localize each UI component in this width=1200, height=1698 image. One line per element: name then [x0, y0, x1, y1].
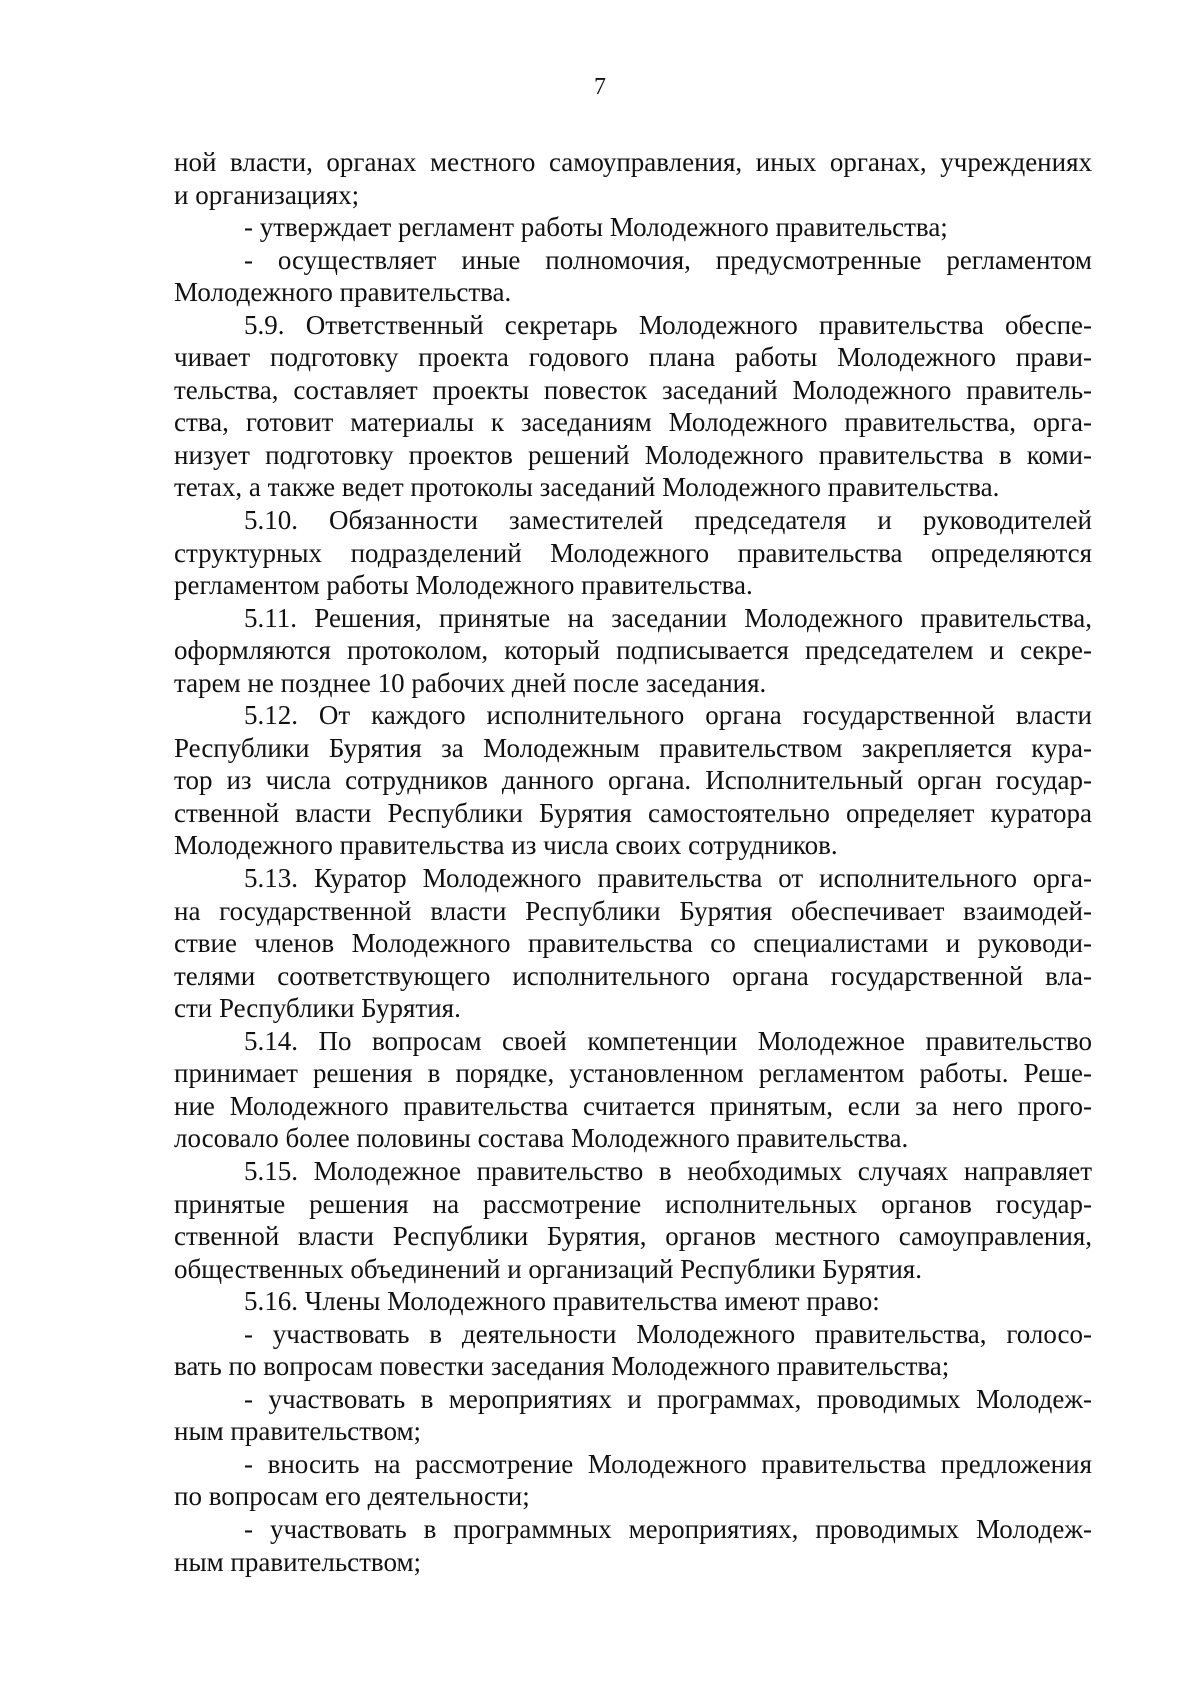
text-line: Молодежного правительства из числа своих сотрудников.	[174, 830, 838, 861]
page-number: 7	[594, 74, 606, 100]
text-line: на государственной власти Республики Бурятия обеспечивает взаимодей-	[174, 895, 1092, 926]
paragraph	[174, 211, 1092, 244]
paragraph	[174, 309, 1092, 504]
paragraph	[174, 602, 1092, 700]
text-line: низует подготовку проектов решений Молодежного правительства в коми-	[174, 439, 1092, 470]
text-line: 5.15. Молодежное правительство в необходимых случаях направляет	[244, 1155, 1092, 1186]
text-line: 5.9. Ответственный секретарь Молодежного правительства обеспе-	[244, 309, 1092, 340]
text-line: общественных объединений и организаций Республики Бурятия.	[174, 1253, 922, 1284]
document-body	[174, 146, 1092, 1578]
text-line: - осуществляет иные полномочия, предусмотренные регламентом	[244, 244, 1092, 275]
text-line: структурных подразделений Молодежного правительства определяются	[174, 537, 1092, 568]
text-line: ным правительством;	[174, 1546, 422, 1577]
paragraph	[174, 862, 1092, 1025]
text-line: ствие членов Молодежного правительства со специалистами и руководи-	[174, 928, 1092, 959]
text-line: Республики Бурятия за Молодежным правительством закрепляется кура-	[174, 732, 1092, 763]
text-line: ным правительством;	[174, 1416, 422, 1447]
text-line: вать по вопросам повестки заседания Молодежного правительства;	[174, 1351, 950, 1382]
text-line: ственной власти Республики Бурятия самостоятельно определяет куратора	[174, 797, 1092, 828]
text-line: чивает подготовку проекта годового плана работы Молодежного прави-	[174, 342, 1092, 373]
text-line: - участвовать в программных мероприятиях, проводимых Молодеж-	[244, 1513, 1092, 1544]
text-line: и организациях;	[174, 179, 360, 210]
text-line: Молодежного правительства.	[174, 277, 512, 308]
paragraph	[174, 1448, 1092, 1513]
text-line: тельства, составляет проекты повесток заседаний Молодежного правитель-	[174, 374, 1092, 405]
text-line: телями соответствующего исполнительного органа государственной вла-	[174, 960, 1092, 991]
text-line: оформляются протоколом, который подписывается председателем и секре-	[174, 635, 1092, 666]
text-line: 5.16. Члены Молодежного правительства имеют право:	[244, 1286, 880, 1317]
paragraph	[174, 504, 1092, 602]
text-line: ственной власти Республики Бурятия, органов местного самоуправления,	[174, 1221, 1092, 1252]
text-line: принятые решения на рассмотрение исполнительных органов государ-	[174, 1188, 1092, 1219]
paragraph	[174, 1318, 1092, 1383]
text-line: тарем не позднее 10 рабочих дней после заседания.	[174, 667, 767, 698]
text-line: 5.13. Куратор Молодежного правительства от исполнительного орга-	[244, 863, 1092, 894]
text-line: 5.11. Решения, принятые на заседании Молодежного правительства,	[244, 602, 1092, 633]
text-line: 5.10. Обязанности заместителей председателя и руководителей	[244, 505, 1092, 536]
paragraph	[174, 1025, 1092, 1155]
text-line: лосовало более половины состава Молодежного правительства.	[174, 1123, 909, 1154]
paragraph	[174, 1383, 1092, 1448]
text-line: принимает решения в порядке, установленном регламентом работы. Реше-	[174, 1058, 1092, 1089]
text-line: по вопросам его деятельности;	[174, 1481, 530, 1512]
paragraph	[174, 146, 1092, 211]
text-line: сти Республики Бурятия.	[174, 993, 461, 1024]
text-line: тор из числа сотрудников данного органа. Исполнительный орган государ-	[174, 765, 1092, 796]
text-line: - участвовать в деятельности Молодежного правительства, голосо-	[244, 1318, 1092, 1349]
text-line: ной власти, органах местного самоуправления, иных органах, учреждениях	[174, 147, 1092, 177]
paragraph	[174, 699, 1092, 862]
text-line: регламентом работы Молодежного правительства.	[174, 570, 753, 601]
text-line: ние Молодежного правительства считается принятым, если за него прого-	[174, 1090, 1092, 1121]
paragraph	[174, 1513, 1092, 1578]
text-line: - вносить на рассмотрение Молодежного правительства предложения	[244, 1448, 1092, 1479]
text-line: 5.14. По вопросам своей компетенции Молодежное правительство	[244, 1025, 1092, 1056]
text-line: ства, готовит материалы к заседаниям Молодежного правительства, орга-	[174, 407, 1092, 438]
text-line: - утверждает регламент работы Молодежного правительства;	[244, 212, 948, 243]
paragraph	[174, 244, 1092, 309]
text-line: тетах, а также ведет протоколы заседаний Молодежного правительства.	[174, 472, 1000, 503]
paragraph	[174, 1285, 1092, 1318]
paragraph	[174, 1155, 1092, 1285]
text-line: 5.12. От каждого исполнительного органа государственной власти	[244, 700, 1092, 731]
text-line: - участвовать в мероприятиях и программах, проводимых Молодеж-	[244, 1383, 1092, 1414]
